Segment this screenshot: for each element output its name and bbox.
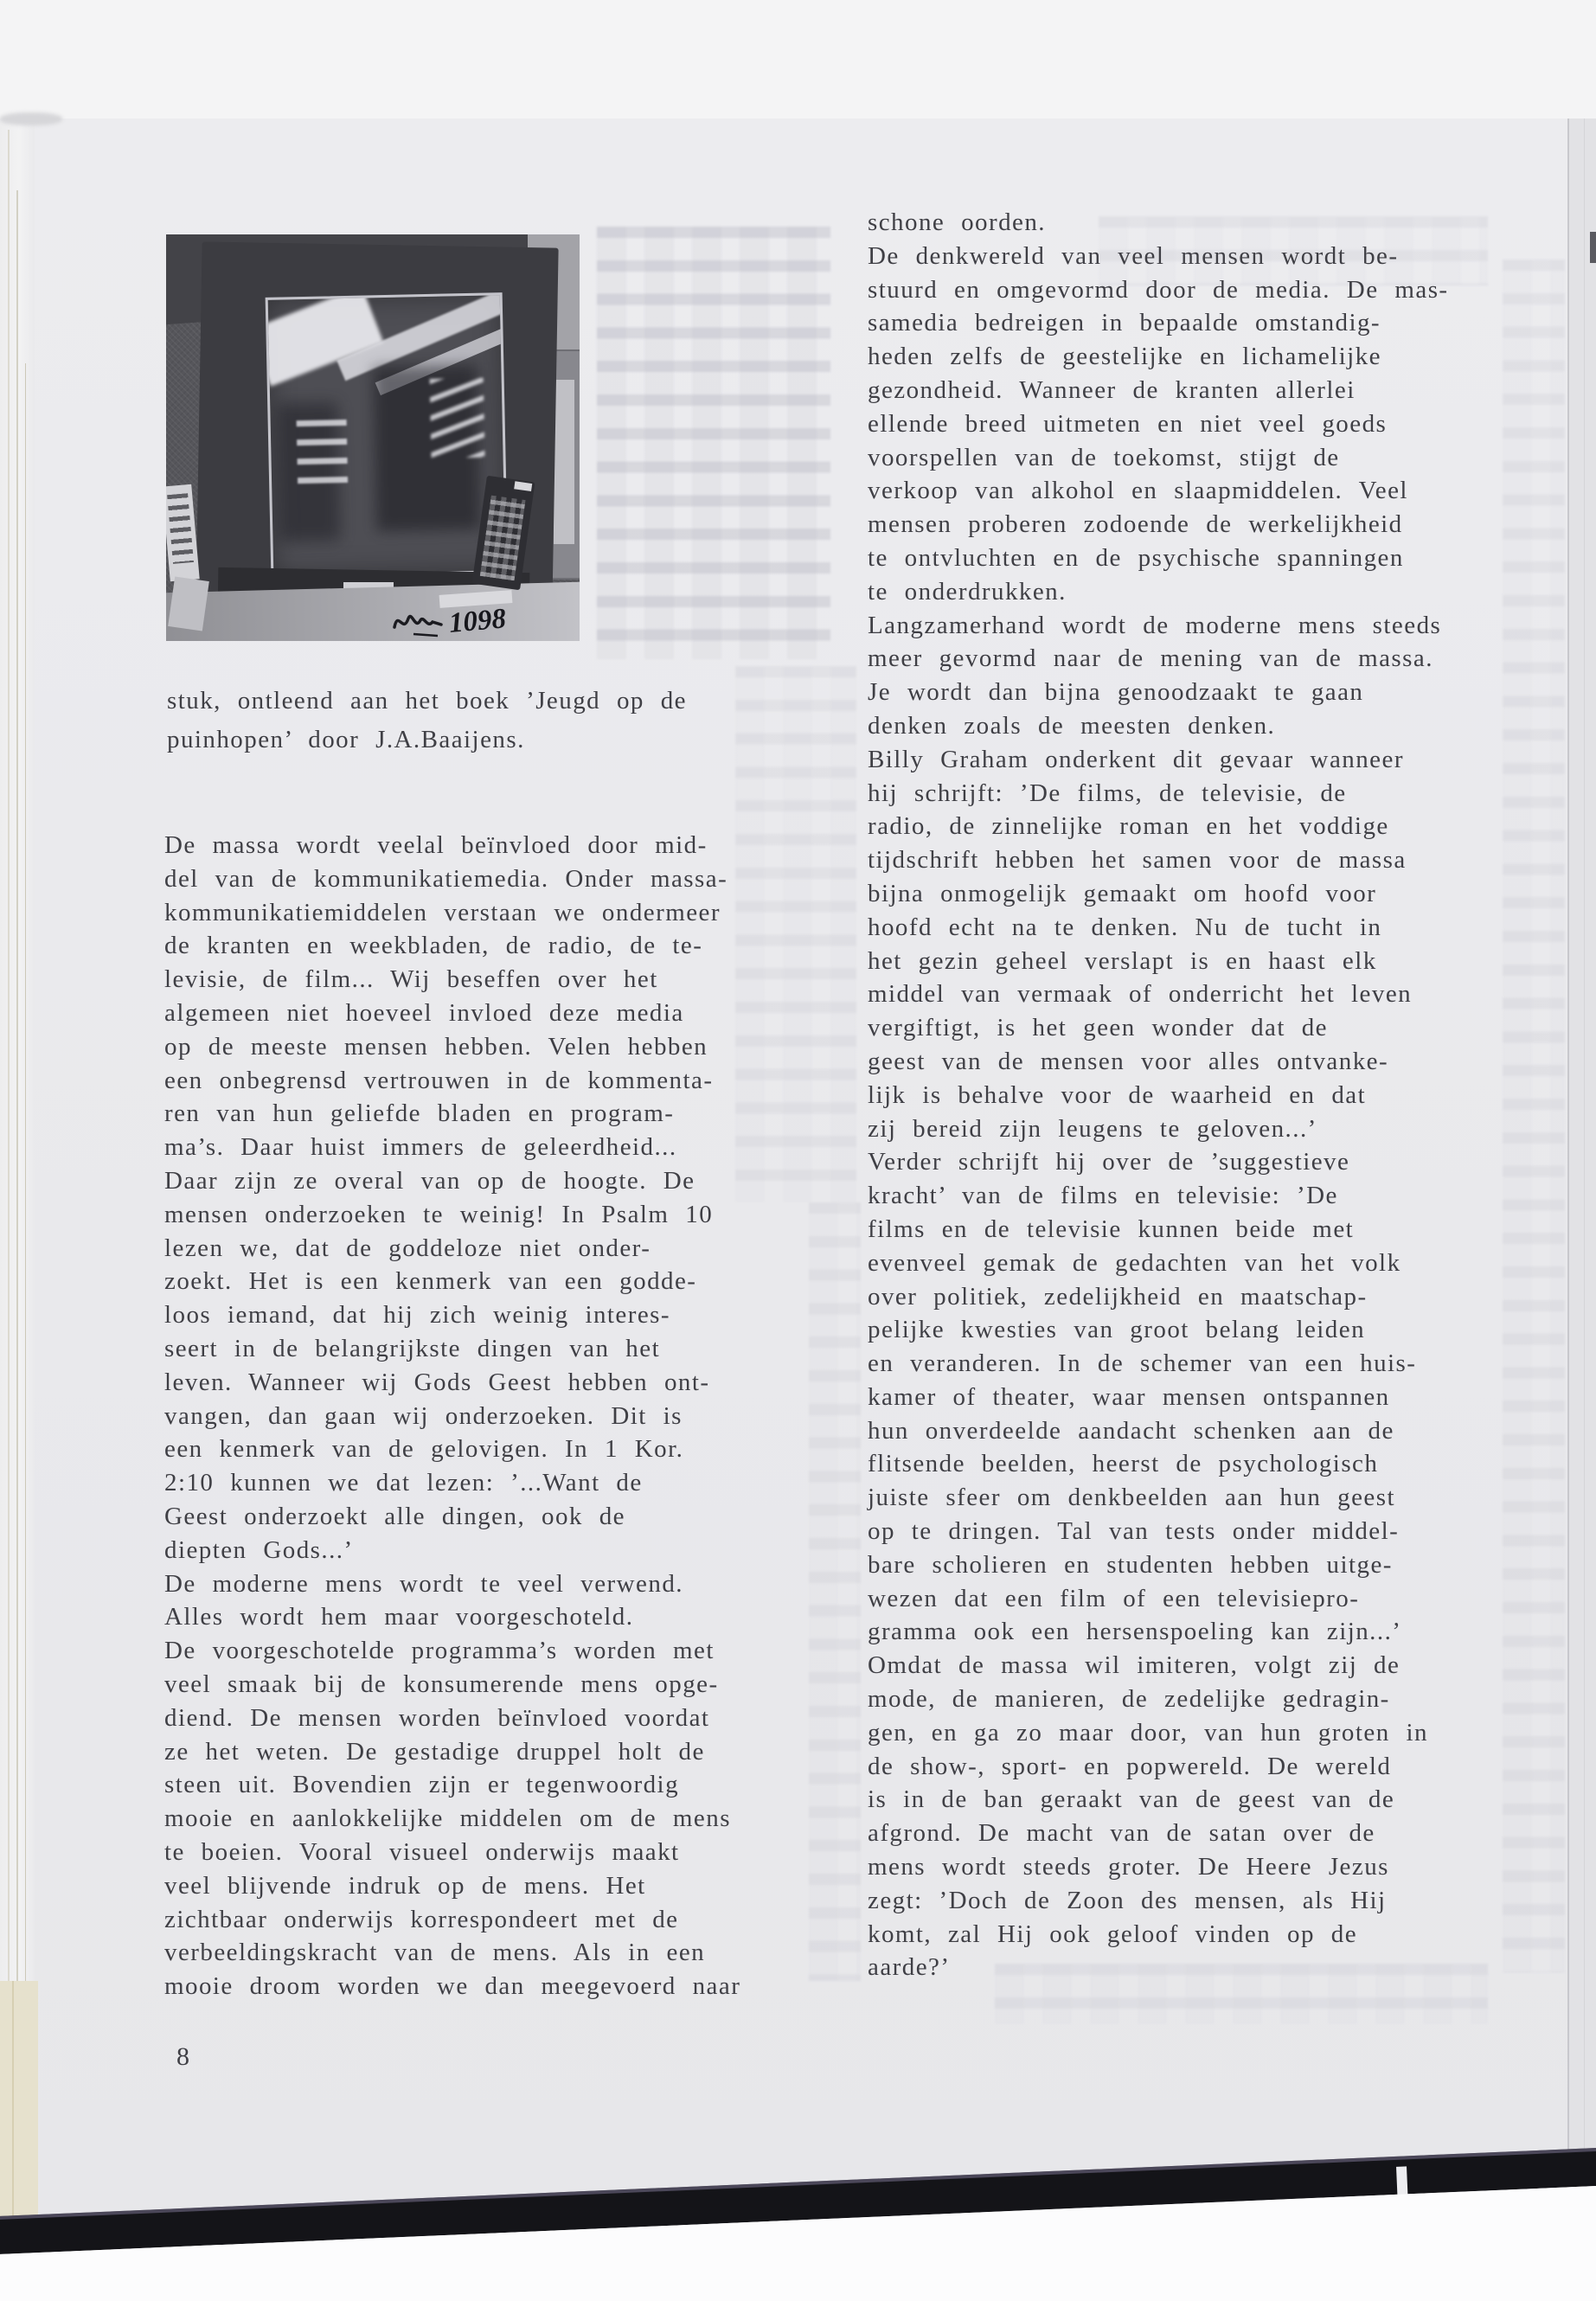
page-edge-line: [8, 130, 10, 2111]
page-edge-cream-block: [0, 1981, 38, 2232]
text-line: zichtbaar onderwijs korrespondeert met de: [164, 1905, 679, 1933]
text-line: hun onverdeelde aandacht schenken aan de: [868, 1416, 1394, 1445]
right-page-edge: [1567, 119, 1596, 2153]
text-line: ma’s. Daar huist immers de geleerdheid...: [164, 1133, 677, 1162]
text-line: stuk, ontleend aan het boek ’Jeugd op de: [167, 687, 687, 715]
text-line: gramma ook een hersenspoeling kan zijn...’: [868, 1618, 1402, 1646]
text-line: Je wordt dan bijna genoodzaakt te gaan: [868, 678, 1364, 707]
photo-tv-screen: [266, 292, 509, 578]
text-line: verkoop van alkohol en slaapmiddelen. Veel: [868, 477, 1408, 505]
text-line: samedia bedreigen in bepaalde omstandig-: [868, 309, 1381, 337]
text-line: heden zelfs de geestelijke en lichamelijke: [868, 343, 1381, 371]
text-line: steen uit. Bovendien zijn er tegenwoordig: [164, 1771, 680, 1799]
handwritten-number: 1098: [447, 603, 508, 639]
text-line: 2:10 kunnen we dat lezen: ’...Want de: [164, 1469, 643, 1497]
text-line: diepten Gods...’: [164, 1535, 354, 1564]
text-line: algemeen niet hoeveel invloed deze media: [164, 998, 684, 1027]
text-line: veel smaak bij de konsumerende mens opge-: [164, 1670, 719, 1698]
text-line: evenveel gemak de gedachten van het volk: [868, 1248, 1401, 1277]
text-line: mooie droom worden we dan meegevoerd naar: [164, 1972, 741, 2001]
photo-price-card: [166, 484, 200, 582]
text-line: Alles wordt hem maar voorgeschoteld.: [164, 1603, 634, 1631]
text-line: hij schrijft: ’De films, de televisie, de: [868, 779, 1347, 807]
page-edge-line: [16, 190, 18, 2119]
text-line: over politiek, zedelijkheid en maatschap-: [868, 1282, 1368, 1311]
page-edge-line: [25, 363, 26, 2128]
text-line: schone oorden.: [868, 208, 1047, 236]
text-line: De massa wordt veelal beïnvloed door mid-: [164, 831, 708, 859]
photo-caption: [167, 682, 833, 760]
text-line: meer gevormd naar de mening van de massa.: [868, 644, 1433, 673]
text-line: puinhopen’ door J.A.Baaijens.: [167, 726, 525, 753]
text-line: denken zoals de meesten denken.: [868, 711, 1276, 740]
signature-scribble: [394, 616, 441, 627]
text-line: is in de ban geraakt van de geest van de: [868, 1785, 1395, 1814]
text-line: veel blijvende indruk op de mens. Het: [164, 1871, 646, 1900]
text-line: de show-, sport- en popwereld. De wereld: [868, 1752, 1392, 1780]
text-line: een onbegrensd vertrouwen in de kommenta-: [164, 1066, 714, 1094]
text-line: kracht’ van de films en televisie: ’De: [868, 1182, 1338, 1210]
text-line: op de meeste mensen hebben. Velen hebben: [164, 1032, 708, 1061]
signature-underline: [413, 634, 438, 636]
text-line: Omdat de massa wil imiteren, volgt zij de: [868, 1651, 1401, 1680]
text-line: kommunikatiemiddelen verstaan we ondermeer: [164, 898, 721, 926]
text-line: verbeeldingskracht van de mens. Als in een: [164, 1939, 706, 1967]
scan-mark: [1590, 232, 1596, 263]
text-line: Verder schrijft hij over de ’suggestieve: [868, 1148, 1350, 1176]
text-line: mensen proberen zodoende de werkelijkheid: [868, 510, 1403, 539]
text-line: te ontvluchten en de psychische spanningen: [868, 543, 1404, 572]
right-text-column: [868, 206, 1508, 1984]
text-line: wezen dat een film of een televisiepro-: [868, 1584, 1360, 1612]
text-line: ze het weten. De gestadige druppel holt de: [164, 1737, 705, 1766]
text-line: Langzamerhand wordt de moderne mens steeds: [868, 611, 1442, 639]
text-line: De denkwereld van veel mensen wordt be-: [868, 241, 1399, 270]
text-line: bare scholieren en studenten hebben uitge-: [868, 1550, 1393, 1579]
text-line: zegt: ’Doch de Zoon des mensen, als Hij: [868, 1886, 1387, 1914]
text-line: tijdschrift hebben het samen voor de massa: [868, 846, 1407, 875]
text-line: De moderne mens wordt te veel verwend.: [164, 1569, 683, 1598]
tv-shop-photo: [166, 234, 580, 641]
photo-screen-reflection: [266, 292, 384, 386]
text-line: het gezin geheel verslapt is en haast elk: [868, 946, 1377, 975]
page-number: 8: [176, 2042, 191, 2071]
text-line: de kranten en weekbladen, de radio, de te-: [164, 932, 703, 960]
text-line: een kenmerk van de gelovigen. In 1 Kor.: [164, 1435, 684, 1464]
text-line: diend. De mensen worden beïnvloed voordat: [164, 1703, 710, 1732]
text-line: radio, de zinnelijke roman en het voddige: [868, 812, 1389, 841]
text-line: lijk is behalve voor de waarheid en dat: [868, 1080, 1367, 1109]
text-line: komt, zal Hij ook geloof vinden op de: [868, 1920, 1358, 1948]
photo-price-card-lines: [167, 493, 194, 564]
text-line: Geest onderzoekt alle dingen, ook de: [164, 1502, 625, 1530]
text-line: De voorgeschotelde programma’s worden met: [164, 1637, 715, 1665]
text-line: gezondheid. Wanneer de kranten allerlei: [868, 375, 1356, 404]
scan-smudge: [0, 112, 62, 125]
text-line: mooie en aanlokkelijke middelen om de mens: [164, 1804, 731, 1833]
text-line: afgrond. De macht van de satan over de: [868, 1819, 1375, 1848]
text-line: hoofd echt na te denken. Nu de tucht in: [868, 913, 1382, 941]
photo-card-stand: [168, 576, 209, 631]
text-line: del van de kommunikatiemedia. Onder massa-: [164, 864, 728, 893]
text-line: Daar zijn ze overal van op de hoogte. De: [164, 1166, 695, 1195]
text-line: mens wordt steeds groter. De Heere Jezus: [868, 1853, 1389, 1881]
text-line: gen, en ga zo maar door, van hun groten in: [868, 1718, 1428, 1747]
photo-second-tv-screen: [554, 380, 574, 544]
text-line: geest van de mensen voor alles ontvanke-: [868, 1047, 1389, 1075]
text-line: lezen we, dat de goddeloze niet onder-: [164, 1234, 651, 1262]
page-edge-line: [12, 1981, 14, 2232]
text-line: mensen onderzoeken te weinig! In Psalm 10: [164, 1200, 714, 1228]
text-line: vergiftigt, is het geen wonder dat de: [868, 1014, 1328, 1042]
handwritten-price-mark: [388, 599, 528, 641]
text-line: flitsende beelden, heerst de psychologisch: [868, 1450, 1379, 1478]
text-line: leven. Wanneer wij Gods Geest hebben ont-: [164, 1368, 710, 1396]
text-line: ren van hun geliefde bladen en program-: [164, 1099, 675, 1128]
text-line: pelijke kwesties van groot belang leiden: [868, 1316, 1366, 1344]
text-line: stuurd en omgevormd door de media. De mas-: [868, 275, 1449, 304]
text-line: juiste sfeer om denkbeelden aan hun geest: [868, 1484, 1395, 1512]
text-line: kamer of theater, waar mensen ontspannen: [868, 1382, 1390, 1411]
photo-screen-details: [430, 378, 485, 458]
text-line: Billy Graham onderkent dit gevaar wanneer: [868, 745, 1404, 773]
photo-remote-label: [514, 481, 532, 491]
text-line: mode, de manieren, de zedelijke gedragin-: [868, 1685, 1390, 1714]
text-line: levisie, de film... Wij beseffen over het: [164, 965, 658, 994]
text-line: vangen, dan gaan wij onderzoeken. Dit is: [164, 1401, 683, 1430]
text-line: zij bereid zijn leugens te geloven...’: [868, 1114, 1317, 1143]
text-line: te onderdrukken.: [868, 577, 1067, 606]
text-line: films en de televisie kunnen beide met: [868, 1215, 1355, 1243]
photo-screen-details: [297, 420, 349, 491]
text-line: zoekt. Het is een kenmerk van een godde-: [164, 1267, 697, 1296]
text-line: en veranderen. In de schemer van een huis-: [868, 1349, 1417, 1378]
text-line: seert in de belangrijkste dingen van het: [164, 1334, 661, 1362]
text-line: op te dringen. Tal van tests onder middel-: [868, 1517, 1400, 1546]
text-line: middel van vermaak of onderricht het leven: [868, 980, 1413, 1009]
text-line: aarde?’: [868, 1953, 951, 1982]
text-line: ellende breed uitmeten en niet veel goeds: [868, 409, 1388, 438]
text-line: te boeien. Vooral visueel onderwijs maakt: [164, 1837, 680, 1866]
photo-remote-buttons: [480, 496, 526, 581]
page-edge-line: [1584, 119, 1585, 2153]
text-line: voorspellen van de toekomst, stijgt de: [868, 443, 1340, 471]
text-line: bijna onmogelijk gemaakt om hoofd voor: [868, 879, 1377, 907]
text-line: loos iemand, dat hij zich weinig interes-: [164, 1301, 671, 1330]
left-text-column: [164, 829, 822, 2003]
